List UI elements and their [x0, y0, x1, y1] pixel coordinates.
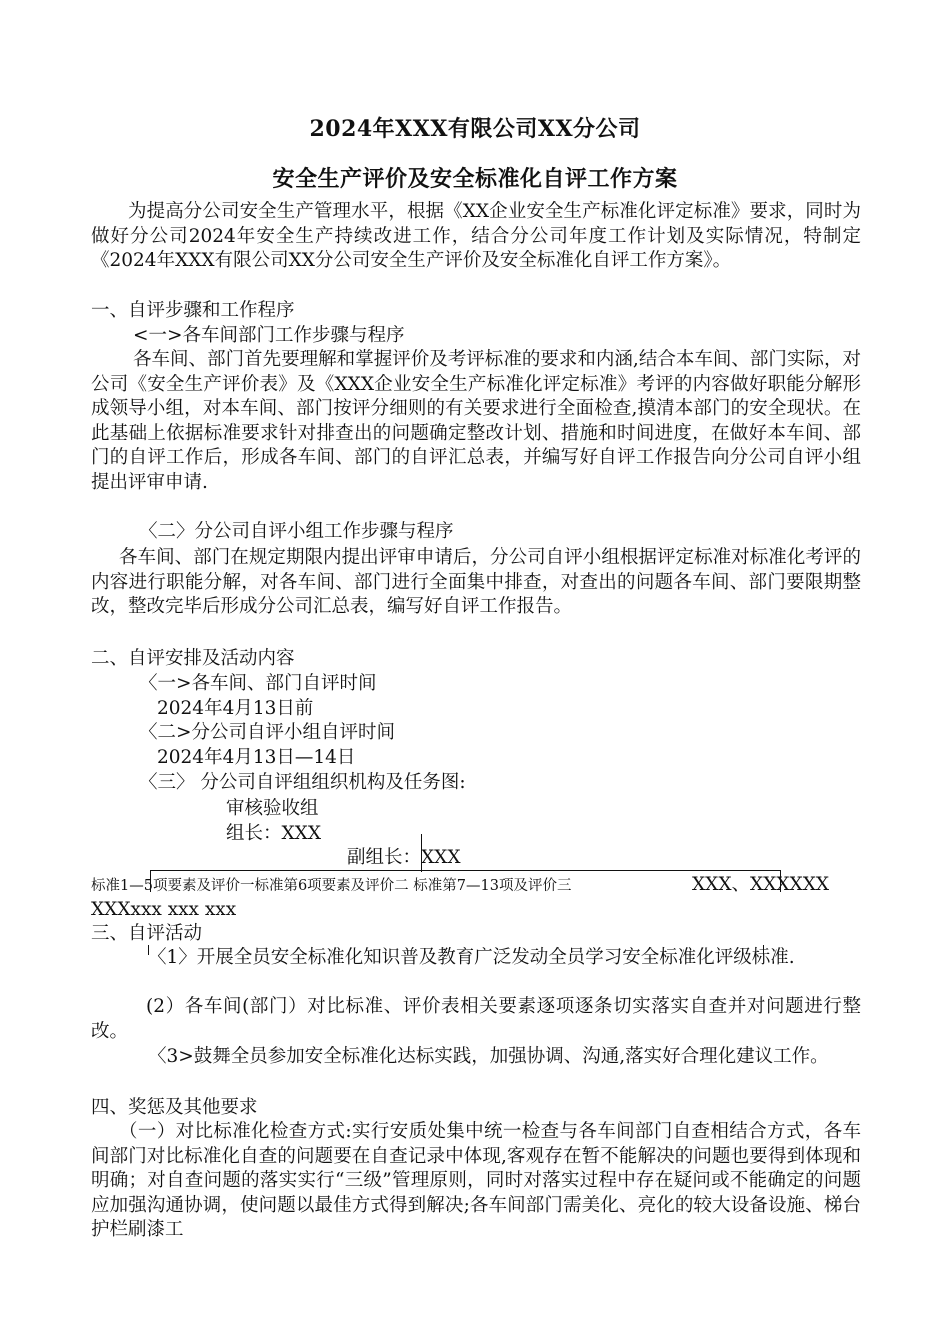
section-1-sub-1: <一>各车间部门工作步骤与程序: [133, 325, 405, 346]
section-4-heading: 四、奖惩及其他要求: [91, 1097, 258, 1118]
section-3-item-2: (2）各车间(部门）对比标准、评价表相关要素逐项逐条切实落实自查并对问题进行整改。: [91, 996, 861, 1042]
section-2-item-2: 〈二>分公司自评小组自评时间: [139, 722, 396, 743]
section-2-date-2: 2024年4月13日—14日: [157, 747, 356, 768]
section-2-heading: 二、自评安排及活动内容: [91, 648, 295, 669]
org-branch-members: XXX、XXXXXX: [692, 874, 830, 895]
section-3-heading: 三、自评活动: [91, 923, 203, 944]
org-branch-row: 标准1—5项要素及评价一标准第6项要素及评价二 标准第7—13项及评价三: [91, 878, 572, 894]
section-3-item-1: 〈1〉开展全员安全标准化知识普及教育广泛发动全员学习安全标准化评级标准.: [148, 947, 795, 968]
org-connector-horizontal: [150, 870, 780, 871]
section-1-sub-2: 〈二〉分公司自评小组工作步骤与程序: [139, 521, 454, 542]
org-deputy: 副组长：XXX: [347, 847, 461, 868]
section-2-item-1: 〈一>各车间、部门自评时间: [139, 673, 377, 694]
section-1-para-2: 各车间、部门在规定期限内提出评审申请后，分公司自评小组根据评定标准对标准化考评的内容进行职能分解，对各车间、部门进行全面集中排查，对查出的问题各车间、部门要限期整改，整改完毕后形成分公司汇总表，编写好自评工作报告。: [91, 547, 861, 617]
section-4-para-1: （一）对比标准化检查方式:实行安质处集中统一检查与各车间部门自查相结合方式，各车间部门对比标准化自查的问题要在自查记录中体现,客观存在暂不能解决的问题也要得到体现和明确；对自查问题的落实实行“三级”管理原则，同时对落实过程中存在疑问或不能确定的问题应加强沟通协调，使问题以最佳方式得到解决;各车间部门需美化、亮化的较大设备设施、梯台护栏刷漆工: [91, 1121, 861, 1240]
intro-paragraph: 为提高分公司安全生产管理水平，根据《XX企业安全生产标准化评定标准》要求，同时为做好分公司2024年安全生产持续改进工作，结合分公司年度工作计划及实际情况，特制定《2024年XXX有限公司XX分公司安全生产评价及安全标准化自评工作方案》。: [91, 201, 861, 271]
section-2-item-3: 〈三〉 分公司自评组组织机构及任务图:: [139, 772, 466, 793]
org-top-box: 审核验收组: [226, 798, 319, 819]
section-2-date-1: 2024年4月13日前: [157, 698, 314, 719]
document-subtitle: 安全生产评价及安全标准化自评工作方案: [272, 166, 678, 192]
section-1-para-1: 各车间、部门首先要理解和掌握评价及考评标准的要求和内涵,结合本车间、部门实际，对公司《安全生产评价表》及《XXX企业安全生产标准化评定标准》考评的内容做好职能分解形成领导小组，对本车间、部门按评分细则的有关要求进行全面检查,摸清本部门的安全现状。在此基础上依据标准要求针对排查出的问题确定整改计划、措施和时间进度，在做好本车间、部门的自评工作后，形成各车间、部门的自评汇总表，并编写好自评工作报告向分公司自评小组提出评审申请.: [91, 349, 861, 493]
section-3-item-3: 〈3>鼓舞全员参加安全标准化达标实践，加强协调、沟通,落实好合理化建议工作。: [148, 1046, 829, 1067]
org-members-row: XXXxxx xxx xxx: [91, 899, 237, 920]
document-title: 2024年XXX有限公司XX分公司: [309, 116, 641, 142]
section-1-heading: 一、自评步骤和工作程序: [91, 300, 295, 321]
org-leader: 组长：XXX: [226, 823, 322, 844]
